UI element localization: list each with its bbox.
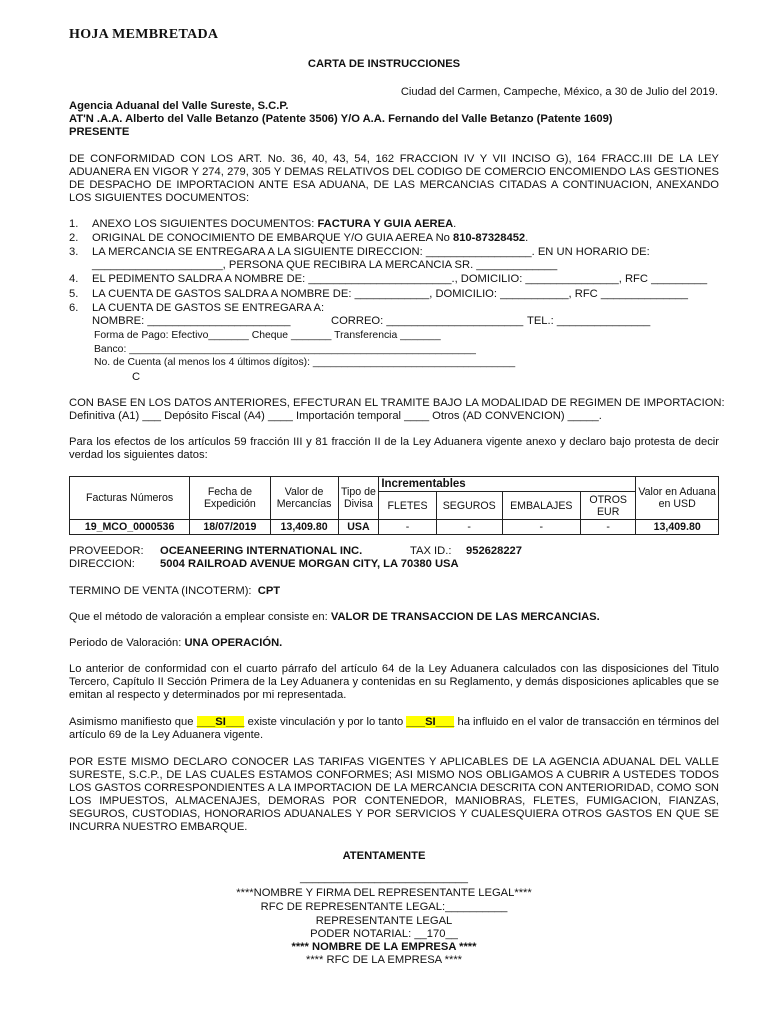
item-2-text: ORIGINAL DE CONOCIMIENTO DE EMBARQUE Y/O GUIA AEREA No bbox=[92, 232, 453, 244]
address-label: DIRECCION: bbox=[69, 558, 135, 570]
item-6-nombre: NOMBRE: _______________________ bbox=[92, 315, 291, 327]
recipient-agency: Agencia Aduanal del Valle Sureste, S.C.P. bbox=[69, 100, 289, 112]
period-value: UNA OPERACIÓN. bbox=[184, 637, 283, 649]
cell-otros: - bbox=[580, 520, 635, 535]
recipient-presente: PRESENTE bbox=[69, 126, 130, 138]
valuation-value: VALOR DE TRANSACCION DE LAS MERCANCIAS. bbox=[330, 611, 600, 623]
cell-factura: 19_MCO_0000536 bbox=[70, 520, 190, 535]
header-seguros: SEGUROS bbox=[436, 492, 502, 520]
regimen-line-2: Definitiva (A1) ___ Depósito Fiscal (A4) ____ Importación temporal ____ Otros (AD CONVENCION) _____. bbox=[69, 410, 602, 422]
document-title: CARTA DE INSTRUCCIONES bbox=[307, 58, 461, 70]
tariffs-paragraph: POR ESTE MISMO DECLARO CONOCER LAS TARIFAS VIGENTES Y APLICABLES DE LA AGENCIA ADUANAL DEL VALLE SURESTE, S.C.P., DE LAS CUALES ESTAMOS CONFORMES; ASI MISMO NOS OBLIGAMOS A CUBRIR A USTEDES TODOS LOS GASTOS CORRESPONDIENTES A LA IMPORTACION DE LA MERCANCIA DESCRITA CON ANTERIORIDAD, COMO SON LOS IMPUESTOS, ALMACENAJES, DEMORAS POR CONTENEDOR, MANIOBRAS, FLETES, FUMIGACION, FIANZAS, SEGUROS, CUSTODIAS, HONORARIOS ADUANALES Y POR SERVICIOS Y CUALESQUIERA OTROS GASTOS EN QUE SE INCURRA NUESTRO EMBARQUE. bbox=[69, 756, 719, 833]
header-fletes: FLETES bbox=[379, 492, 436, 520]
item-3-line-2: _____________________, PERSONA QUE RECIBIRA LA MERCANCIA SR. _____________ bbox=[92, 259, 558, 271]
invoice-table bbox=[69, 476, 719, 535]
tax-id-value: 952628227 bbox=[466, 545, 522, 557]
signature-poder: PODER NOTARIAL: __170__ bbox=[310, 928, 458, 940]
cell-embalajes: - bbox=[502, 520, 580, 535]
header-incrementables: Incrementables bbox=[379, 477, 636, 492]
item-3-line-1: LA MERCANCIA SE ENTREGARA A LA SIGUIENTE DIRECCION: _________________. EN UN HORARIO DE: bbox=[92, 246, 650, 258]
header-fecha: Fecha de Expedición bbox=[190, 477, 270, 520]
cell-valor: 13,409.80 bbox=[270, 520, 338, 535]
header-otros: OTROS EUR bbox=[580, 492, 635, 520]
header-embalajes: EMBALAJES bbox=[502, 492, 580, 520]
item-5: LA CUENTA DE GASTOS SALDRA A NOMBRE DE: ____________, DOMICILIO: ___________, RFC ______________ bbox=[92, 288, 688, 300]
item-1: ANEXO LOS SIGUIENTES DOCUMENTOS: FACTURA Y GUIA AEREA. bbox=[92, 218, 457, 230]
item-6-pago: Forma de Pago: Efectivo_______ Cheque _______ Transferencia _______ bbox=[94, 330, 441, 341]
signature-role: REPRESENTANTE LEGAL bbox=[315, 915, 453, 927]
item-number: 1. bbox=[69, 218, 79, 230]
declaration-paragraph: Para los efectos de los artículos 59 fracción III y 81 fracción II de la Ley Aduanera vigente anexo y declaro bajo protesta de decir verdad los siguientes datos: bbox=[69, 436, 719, 461]
period-label: Periodo de Valoración: bbox=[69, 637, 185, 649]
valuation-period bbox=[69, 637, 282, 649]
vinculacion-text-2: existe vinculación y por lo tanto bbox=[244, 716, 407, 728]
cell-aduana: 13,409.80 bbox=[636, 520, 719, 535]
cell-seguros: - bbox=[436, 520, 502, 535]
incoterm-value: CPT bbox=[257, 585, 281, 597]
item-2-bold: 810-87328452 bbox=[452, 232, 526, 244]
vinculacion-value-1: ___SI___ bbox=[196, 716, 245, 728]
letterhead: HOJA MEMBRETADA bbox=[69, 27, 219, 42]
incoterm bbox=[69, 585, 280, 597]
item-6-c: C bbox=[132, 371, 141, 383]
cell-divisa: USA bbox=[338, 520, 379, 535]
closing: ATENTAMENTE bbox=[342, 850, 426, 862]
incoterm-label: TERMINO DE VENTA (INCOTERM): bbox=[69, 585, 252, 597]
signature-line: ___________________________ bbox=[300, 872, 468, 884]
conformity-paragraph: Lo anterior de conformidad con el cuarto párrafo del artículo 64 de la Ley Aduanera calculados con las disposiciones del Titulo Tercero, Capítulo II Sección Primera de la Ley Aduanera y contenidas en su Reglamento, y demás disposiciones aplicables que se emitan al respecto y determinados por mi representada. bbox=[69, 663, 719, 701]
vinculacion-value-2: ___SI___ bbox=[406, 716, 455, 728]
vinculacion-text-1: Asimismo manifiesto que bbox=[69, 716, 197, 728]
place-date: Ciudad del Carmen, Campeche, México, a 30 de Julio del 2019. bbox=[400, 86, 718, 98]
table-row bbox=[70, 520, 719, 535]
item-6: LA CUENTA DE GASTOS SE ENTREGARA A: bbox=[92, 302, 325, 314]
valuation-label: Que el método de valoración a emplear consiste en: bbox=[69, 611, 331, 623]
item-6-tel: TEL.: _______________ bbox=[527, 315, 651, 327]
signature-name: ****NOMBRE Y FIRMA DEL REPRESENTANTE LEGAL**** bbox=[236, 887, 532, 899]
vinculacion-text-3: ha influido en el valor de transacción en términos del artículo 69 de la Ley Aduanera vigente. bbox=[69, 716, 719, 741]
supplier-address: 5004 RAILROAD AVENUE MORGAN CITY, LA 70380 USA bbox=[160, 558, 459, 570]
header-facturas: Facturas Números bbox=[70, 477, 190, 520]
header-tipo: Tipo de Divisa bbox=[338, 477, 379, 520]
supplier-label: PROVEEDOR: bbox=[69, 545, 144, 557]
item-number: 4. bbox=[69, 273, 79, 285]
recipient-attn: AT'N .A.A. Alberto del Valle Betanzo (Patente 3506) Y/O A.A. Fernando del Valle Betanzo (Patente 1609) bbox=[69, 113, 613, 125]
item-number: 5. bbox=[69, 288, 79, 300]
item-6-correo: CORREO: ______________________ bbox=[331, 315, 524, 327]
item-4: EL PEDIMENTO SALDRA A NOMBRE DE: _______________________., DOMICILIO: _______________, RFC _________ bbox=[92, 273, 708, 285]
item-2: ORIGINAL DE CONOCIMIENTO DE EMBARQUE Y/O GUIA AEREA No 810-87328452. bbox=[92, 232, 529, 244]
regimen-line-1: CON BASE EN LOS DATOS ANTERIORES, EFECTURAN EL TRAMITE BAJO LA MODALIDAD DE REGIMEN DE IMPORTACION: bbox=[69, 397, 725, 409]
cell-fecha: 18/07/2019 bbox=[190, 520, 270, 535]
vinculacion-paragraph bbox=[69, 716, 719, 742]
cell-fletes: - bbox=[379, 520, 436, 535]
item-number: 3. bbox=[69, 246, 79, 258]
item-1-text: ANEXO LOS SIGUIENTES DOCUMENTOS: bbox=[92, 218, 318, 230]
intro-paragraph: DE CONFORMIDAD CON LOS ART. No. 36, 40, 43, 54, 162 FRACCION IV Y VII INCISO G), 164 FRACC.III DE LA LEY ADUANERA EN VIGOR Y 274, 279, 305 Y DEMAS RELATIVOS DEL CODIGO DE COMERCIO ENCOMIENDO LAS GESTIONES DE DESPACHO DE IMPORTACION ANTE ESA ADUANA, DE LAS MERCANCIAS CITADAS A CONTINUACION, ANEXANDO LOS SIGUIENTES DOCUMENTOS: bbox=[69, 153, 719, 204]
header-aduana: Valor en Aduana en USD bbox=[636, 477, 719, 520]
item-1-bold: FACTURA Y GUIA AEREA bbox=[317, 218, 454, 230]
signature-rfc-empresa: **** RFC DE LA EMPRESA **** bbox=[305, 954, 463, 966]
supplier-name: OCEANEERING INTERNATIONAL INC. bbox=[160, 545, 363, 557]
valuation-method bbox=[69, 611, 600, 623]
tax-id-label: TAX ID.: bbox=[410, 545, 452, 557]
item-number: 2. bbox=[69, 232, 79, 244]
signature-rfc: RFC DE REPRESENTANTE LEGAL:__________ bbox=[260, 901, 508, 913]
item-6-banco: Banco: ____________________________________________________________ bbox=[94, 344, 476, 355]
item-number: 6. bbox=[69, 302, 79, 314]
item-6-cuenta: No. de Cuenta (al menos los 4 últimos dígitos): ___________________________________ bbox=[94, 357, 516, 368]
header-valor: Valor de Mercancías bbox=[270, 477, 338, 520]
signature-empresa: **** NOMBRE DE LA EMPRESA **** bbox=[291, 941, 477, 953]
